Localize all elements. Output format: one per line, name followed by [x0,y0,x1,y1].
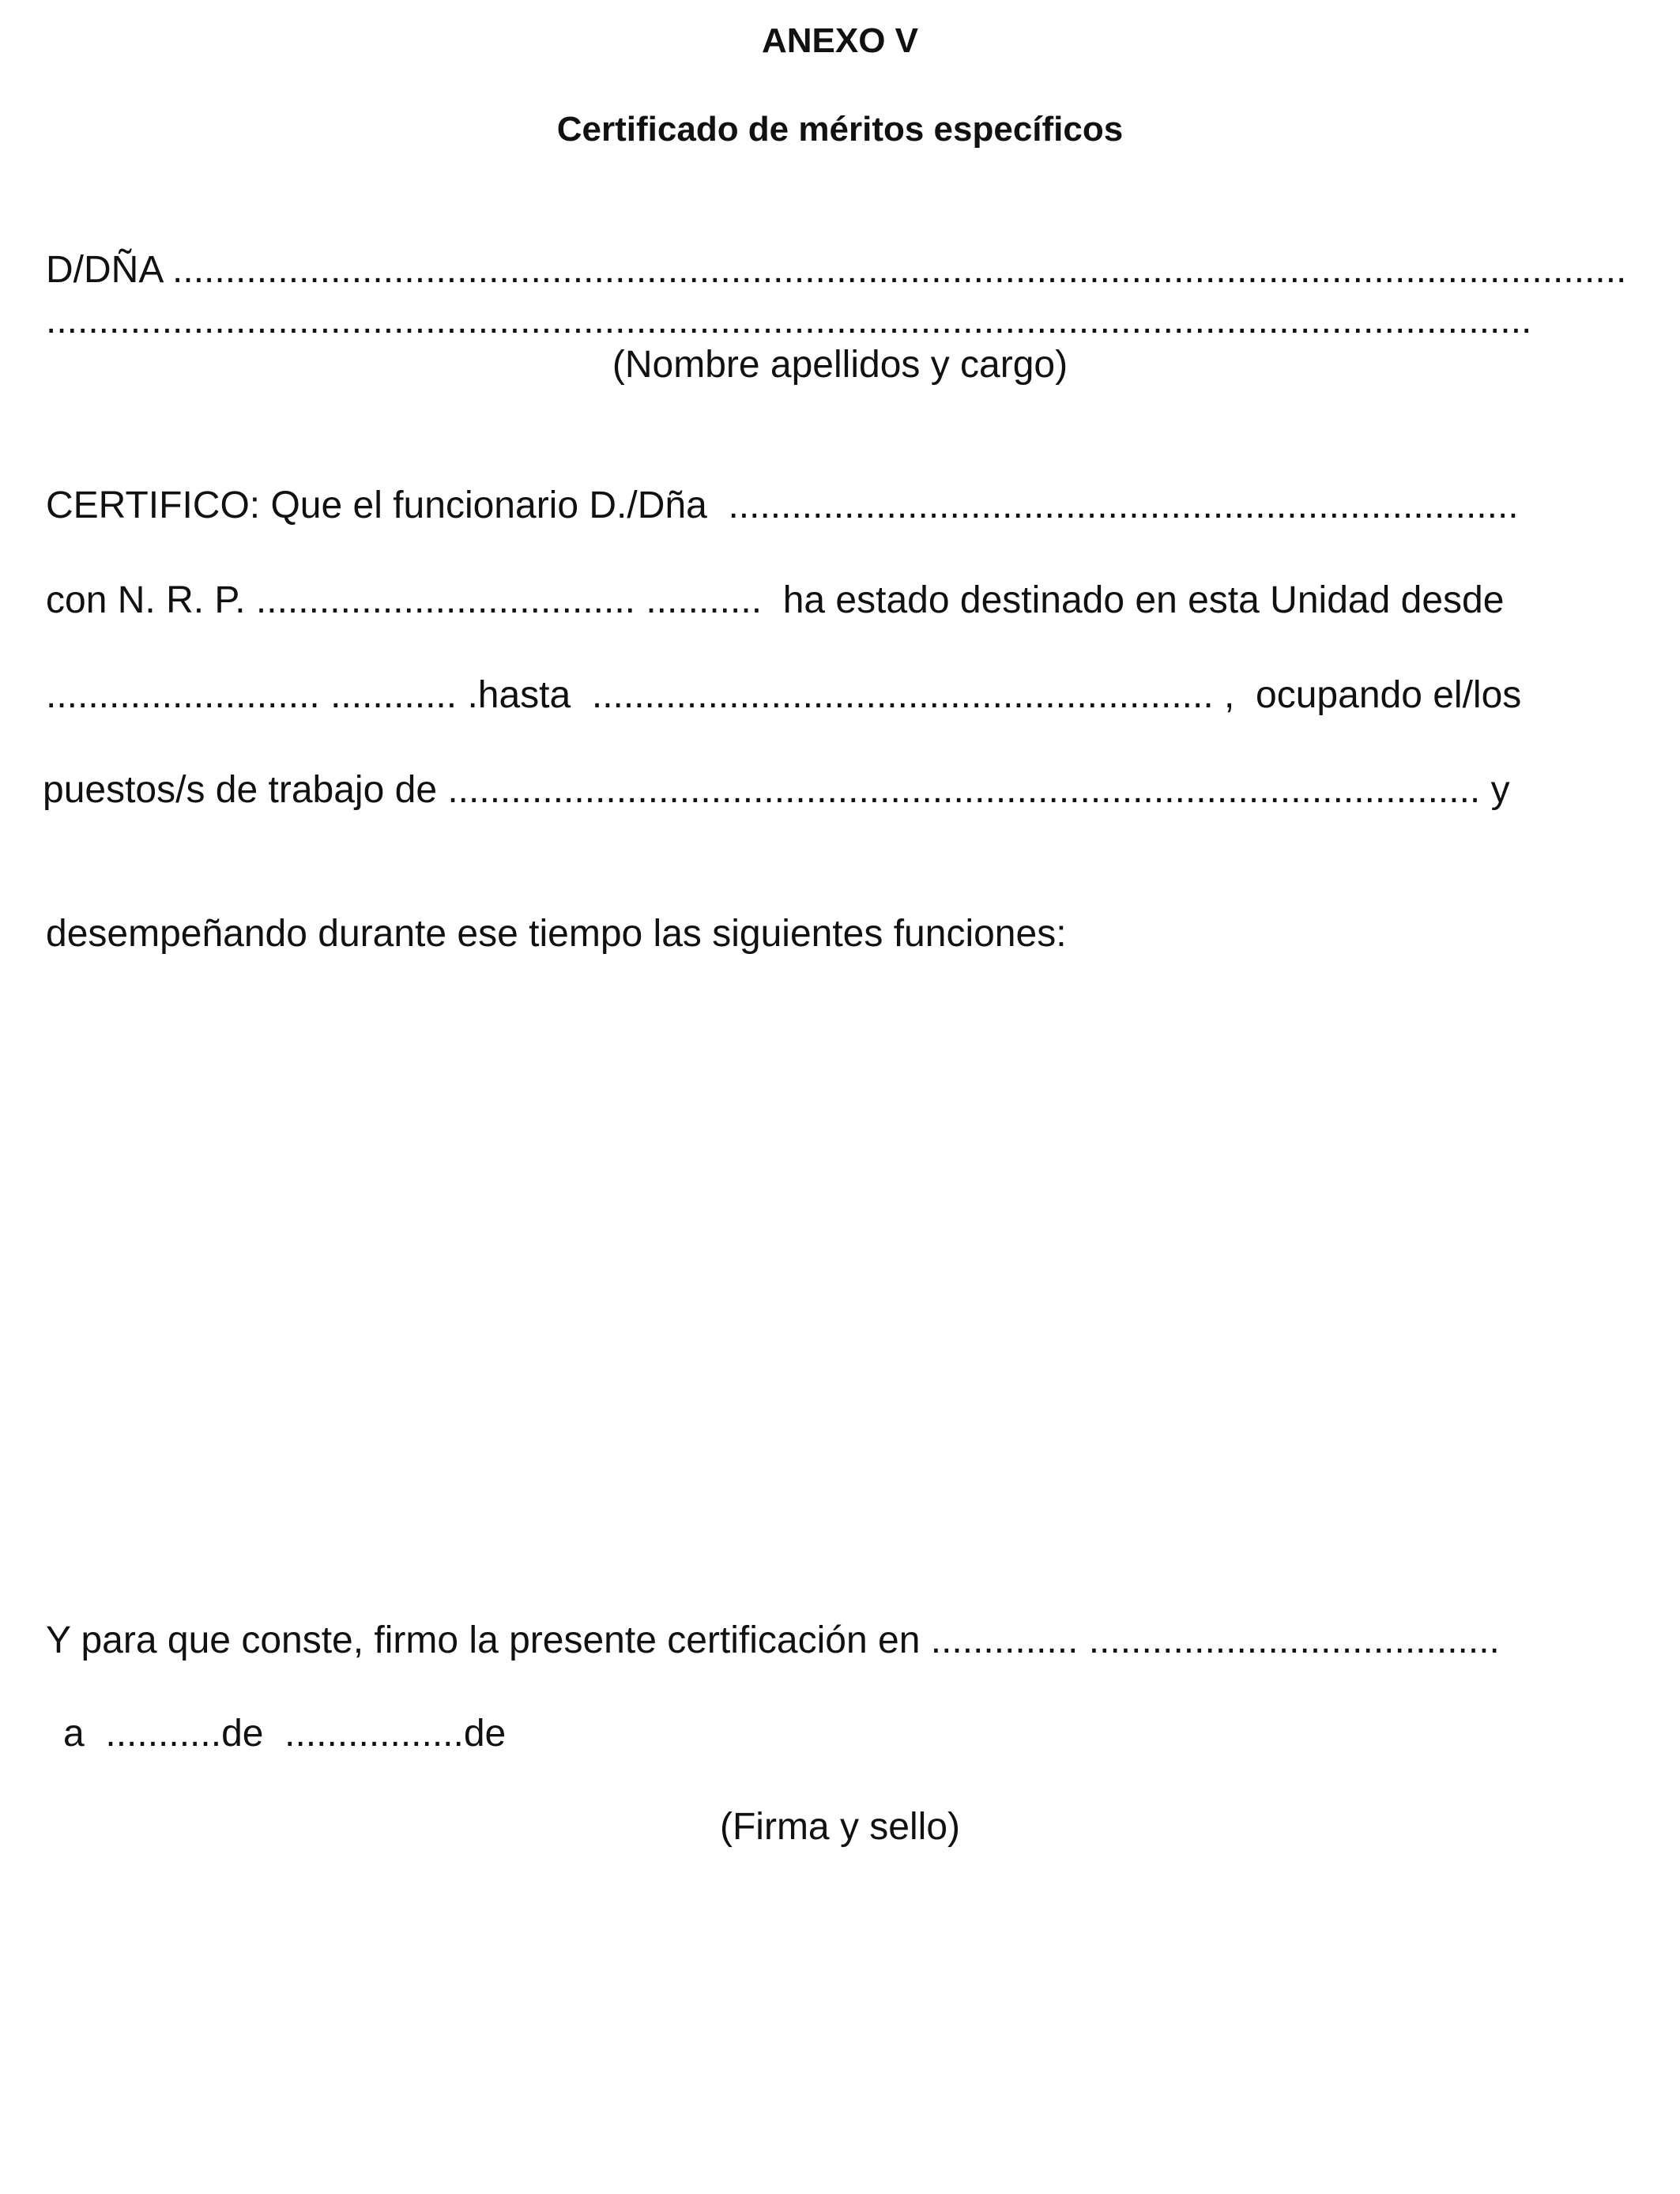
document-title: Certificado de méritos específicos [556,110,1124,149]
date-line: a ...........de .................de [63,1713,507,1755]
annex-heading: ANEXO V [761,21,919,60]
hasta-line: .......................... ............ .hasta ........................................................... , ocupando el/los [46,674,1522,716]
name-hint: (Nombre apellidos y cargo) [612,344,1068,386]
puestos-line: puestos/s de trabajo de .................................................................................................. y [43,769,1510,811]
funciones-line: desempeñando durante ese tiempo las siguientes funciones: [46,913,1067,955]
dna-dots-line: ............................................................................................................................................. [46,300,1532,341]
dna-field-line: D/DÑA .......................................................................................................................................... [46,249,1627,291]
signature-hint: (Firma y sello) [719,1806,960,1848]
certifico-line: CERTIFICO: Que el funcionario D./Dña ........................................................................... [46,484,1519,526]
nrp-line: con N. R. P. .................................... ........... ha estado destinado en esta Unidad desde [46,579,1505,621]
conste-line: Y para que conste, firmo la presente certificación en .............. ....................................... [46,1619,1500,1661]
